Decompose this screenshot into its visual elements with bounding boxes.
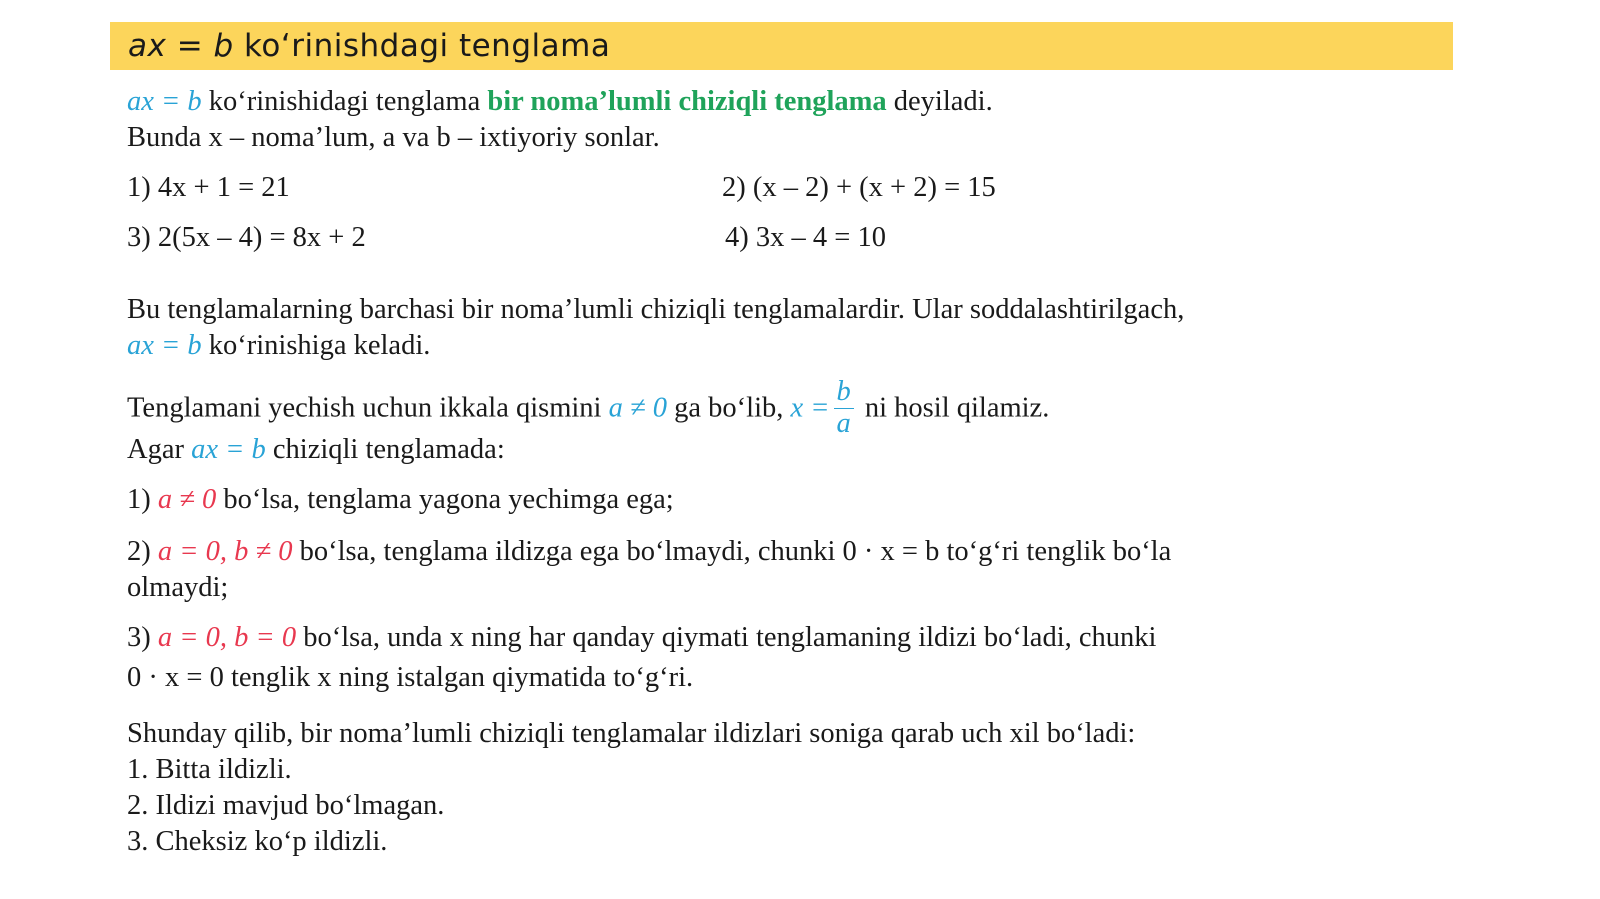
paragraph-line-2 xyxy=(127,328,430,364)
cases-intro-text-1: Agar xyxy=(127,434,192,465)
case-1-number: 1) xyxy=(127,484,158,515)
case-3-number: 3) xyxy=(127,622,158,653)
definition-line xyxy=(127,84,993,120)
section-title-banner xyxy=(110,22,1453,70)
paragraph-text: ko‘rinishiga keladi. xyxy=(201,330,431,361)
summary-item-1: 1. Bitta ildizli. xyxy=(127,754,292,785)
paragraph-formula: ax = b xyxy=(127,330,202,361)
definition-line-2: Bunda x – noma’lum, a va b – ixtiyoriy sonlar. xyxy=(127,122,660,153)
case-1-text: bo‘lsa, tenglama yagona yechimga ega; xyxy=(216,484,674,515)
summary-intro: Shunday qilib, bir noma’lumli chiziqli tenglamalar ildizlari soniga qarab uch xil bo‘ladi: xyxy=(127,718,1136,749)
cases-intro-formula: ax = b xyxy=(191,434,266,465)
solve-fraction xyxy=(834,378,854,438)
summary-item-2: 2. Ildizi mavjud bo‘lmagan. xyxy=(127,790,445,821)
case-3 xyxy=(127,620,1156,656)
cases-intro xyxy=(127,432,505,468)
case-2-text: bo‘lsa, tenglama ildizga ega bo‘lmaydi, chunki 0 · x = b to‘g‘ri tenglik bo‘la xyxy=(292,536,1172,567)
example-2: 2) (x – 2) + (x + 2) = 15 xyxy=(722,172,996,203)
case-2-number: 2) xyxy=(127,536,158,567)
definition-term: bir noma’lumli chiziqli tenglama xyxy=(487,86,887,117)
solve-text-1: Tenglamani yechish uchun ikkala qismini xyxy=(127,392,609,424)
definition-formula: ax = b xyxy=(127,86,202,117)
definition-text-end: deyiladi. xyxy=(886,86,993,117)
summary-item-3: 3. Cheksiz ko‘p ildizli. xyxy=(127,826,388,857)
case-1 xyxy=(127,482,674,518)
solve-condition: a ≠ 0 xyxy=(608,392,668,424)
title-formula: ax = b xyxy=(128,28,234,64)
example-3: 3) 2(5x – 4) = 8x + 2 xyxy=(127,222,366,253)
case-1-condition: a ≠ 0 xyxy=(157,484,217,515)
case-3-text: bo‘lsa, unda x ning har qanday qiymati tenglamaning ildizi bo‘ladi, chunki xyxy=(296,622,1157,653)
fraction-numerator: b xyxy=(834,378,854,409)
case-2-condition: a = 0, b ≠ 0 xyxy=(157,536,293,567)
case-3-condition: a = 0, b = 0 xyxy=(157,622,297,653)
case-3-continued: 0 · x = 0 tenglik x ning istalgan qiymatida to‘g‘ri. xyxy=(127,662,694,693)
cases-intro-text-2: chiziqli tenglamada: xyxy=(265,434,505,465)
solve-line xyxy=(127,376,1050,440)
solve-text-3: ni hosil qilamiz. xyxy=(857,392,1050,424)
solve-x-equals: x = xyxy=(790,392,830,424)
case-2 xyxy=(127,534,1171,570)
case-2-continued: olmaydi; xyxy=(127,572,229,603)
example-1: 1) 4x + 1 = 21 xyxy=(127,172,290,203)
fraction-denominator: a xyxy=(836,407,851,439)
example-4: 4) 3x – 4 = 10 xyxy=(725,222,886,253)
definition-text: ko‘rinishidagi tenglama xyxy=(201,86,488,117)
solve-text-2: ga bo‘lib, xyxy=(667,392,791,424)
title-text: ko‘rinishdagi tenglama xyxy=(233,28,611,64)
paragraph-line-1: Bu tenglamalarning barchasi bir noma’lumli chiziqli tenglamalardir. Ular soddalashtirilgach, xyxy=(127,294,1185,325)
